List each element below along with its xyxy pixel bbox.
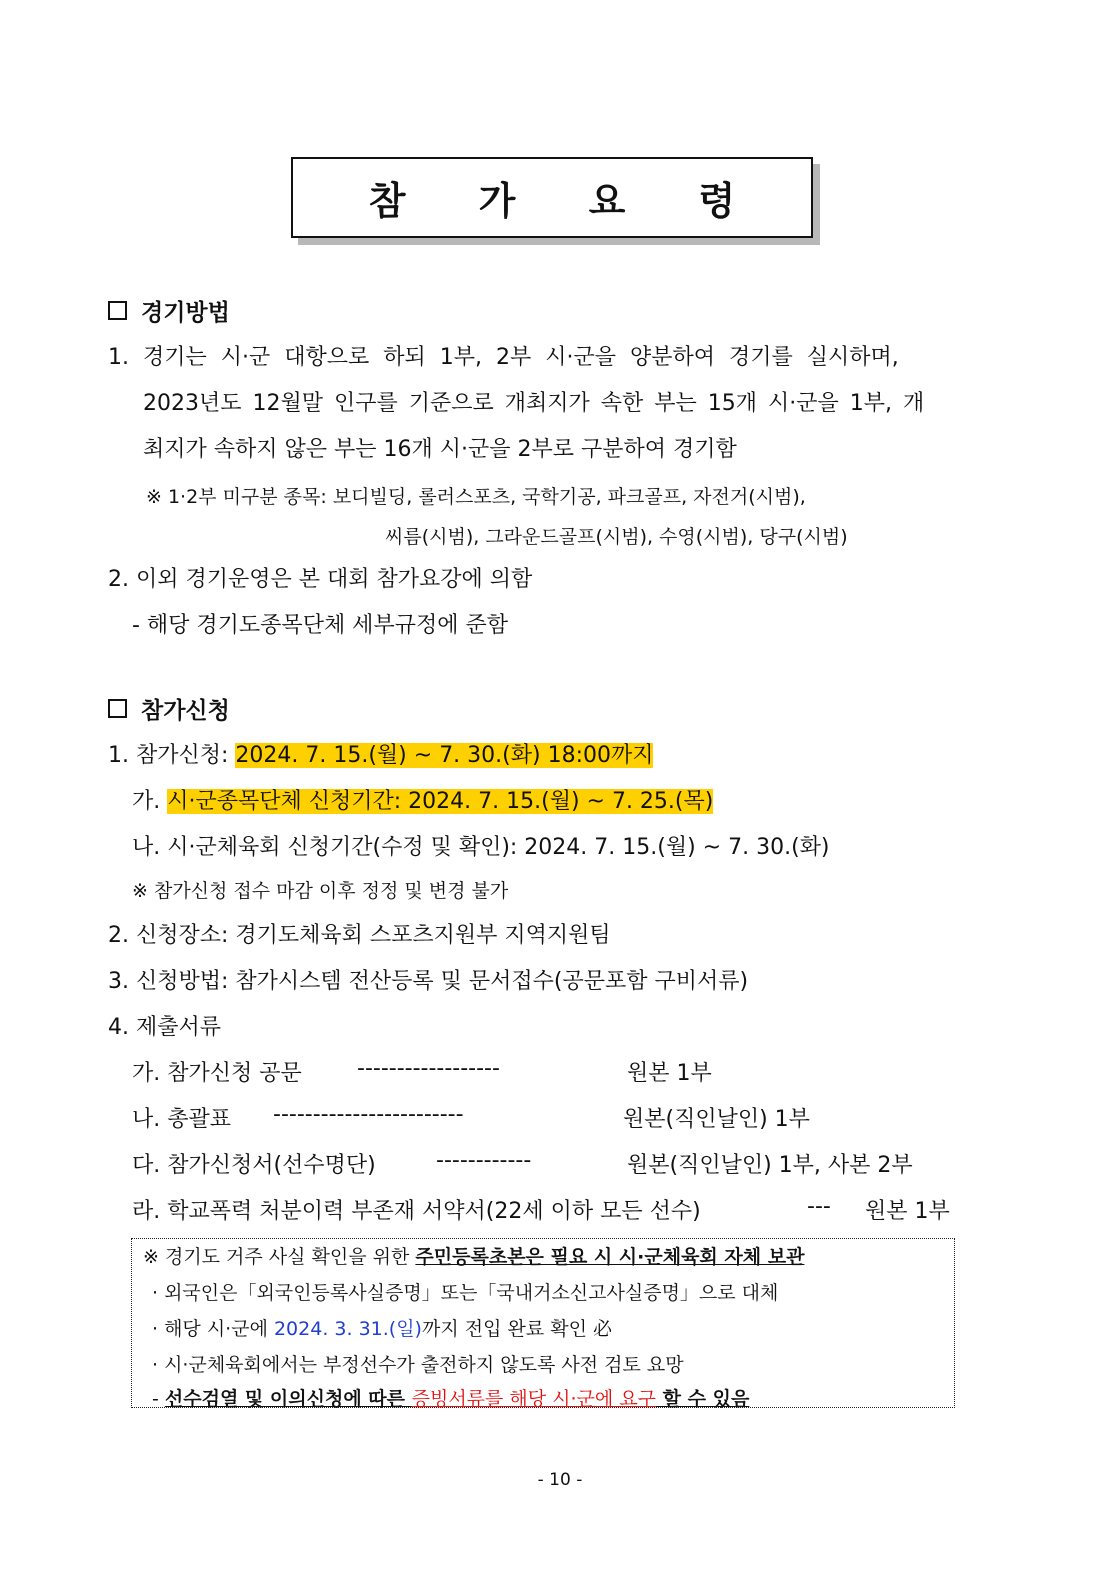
apply-item-1-na: 나. 시·군체육회 신청기간(수정 및 확인): 2024. 7. 15.(월) ~ 7. 30.(화)	[132, 835, 830, 860]
note-line-1-text: ※ 경기도 거주 사실 확인을 위한	[143, 1246, 416, 1268]
doc-row-dash: ------------	[436, 1148, 532, 1173]
note-line-1-underlined: 주민등록초본은 필요 시 시·군체육회 자체 보관	[415, 1246, 805, 1268]
method-note-line-2: 씨름(시범), 그라운드골프(시범), 수영(시범), 당구(시범)	[385, 526, 848, 548]
section-heading-apply	[108, 692, 230, 725]
section-heading-text: 경기방법	[141, 300, 230, 326]
method-item-1-line-2: 2023년도 12월말 인구를 기준으로 개최지가 속한 부는 15개 시·군을 1부, 개	[143, 391, 925, 416]
note-line-5-bold: 선수검열 및 이의신청에 따른	[164, 1388, 412, 1410]
checkbox-square-icon	[108, 301, 127, 320]
doc-row-dash: ---	[807, 1194, 831, 1219]
apply-item-1-ga	[132, 784, 713, 815]
method-item-2: 2. 이외 경기운영은 본 대회 참가요강에 의함	[108, 567, 533, 592]
note-line-3-text: · 해당 시·군에	[152, 1318, 274, 1340]
doc-row-name: 가. 참가신청 공문	[132, 1061, 302, 1086]
method-note-line-1: ※ 1·2부 미구분 종목: 보디빌딩, 롤러스포츠, 국학기공, 파크골프, 자전거(시범),	[146, 486, 806, 508]
apply-period-highlight: 2024. 7. 15.(월) ~ 7. 30.(화) 18:00까지	[235, 743, 654, 768]
note-line-3-date: 2024. 3. 31.(일)	[273, 1318, 422, 1340]
apply-ga-highlight: 시·군종목단체 신청기간: 2024. 7. 15.(월) ~ 7. 25.(목)	[167, 789, 714, 814]
apply-item-3: 3. 신청방법: 참가시스템 전산등록 및 문서접수(공문포함 구비서류)	[108, 969, 749, 994]
section-heading-text: 참가신청	[141, 698, 230, 724]
checkbox-square-icon	[108, 699, 127, 718]
method-item-2-sub: - 해당 경기도종목단체 세부규정에 준함	[132, 613, 508, 638]
page-title: 참 가 요 령	[368, 179, 766, 223]
doc-row-dash: ------------------------	[273, 1102, 464, 1127]
apply-item-1	[108, 738, 653, 769]
doc-row-name: 나. 총괄표	[132, 1107, 231, 1132]
page-number: - 10 -	[537, 1470, 583, 1490]
note-line-5-red: 증빙서류를 해당 시·군에 요구	[411, 1388, 657, 1410]
note-line-4: · 시·군체육회에서는 부정선수가 출전하지 않도록 사전 검토 요망	[152, 1354, 684, 1376]
section-heading-method	[108, 294, 230, 327]
note-line-2: · 외국인은「외국인등록사실증명」또는「국내거소신고사실증명」으로 대체	[152, 1282, 779, 1304]
note-line-5-dash: -	[152, 1388, 165, 1410]
doc-row-copy: 원본(직인날인) 1부, 사본 2부	[627, 1153, 913, 1178]
apply-item-1-label: 1. 참가신청:	[108, 743, 236, 768]
method-item-1-line-3: 최지가 속하지 않은 부는 16개 시·군을 2부로 구분하여 경기함	[143, 437, 737, 462]
note-line-5-tail: 할 수 있음	[656, 1388, 750, 1410]
doc-row-copy: 원본(직인날인) 1부	[623, 1107, 810, 1132]
apply-item-4: 4. 제출서류	[108, 1015, 221, 1040]
doc-row-copy: 원본 1부	[865, 1199, 950, 1224]
apply-item-1-note: ※ 참가신청 접수 마감 이후 정정 및 변경 불가	[132, 880, 509, 902]
doc-row-name: 다. 참가신청서(선수명단)	[132, 1153, 376, 1178]
note-line-1	[143, 1242, 804, 1269]
doc-row-name: 라. 학교폭력 처분이력 부존재 서약서(22세 이하 모든 선수)	[132, 1199, 701, 1224]
note-line-5	[152, 1384, 749, 1411]
doc-row-dash: ------------------	[357, 1056, 500, 1081]
apply-item-2: 2. 신청장소: 경기도체육회 스포츠지원부 지역지원팀	[108, 923, 611, 948]
title-box	[291, 157, 813, 238]
apply-item-1-ga-prefix: 가.	[132, 789, 168, 814]
note-line-3-tail: 까지 전입 완료 확인 必	[421, 1318, 612, 1340]
doc-row-copy: 원본 1부	[627, 1061, 712, 1086]
note-line-3	[152, 1314, 612, 1341]
method-item-1-line-1: 1. 경기는 시·군 대항으로 하되 1부, 2부 시·군을 양분하여 경기를 실시하며,	[108, 345, 899, 370]
